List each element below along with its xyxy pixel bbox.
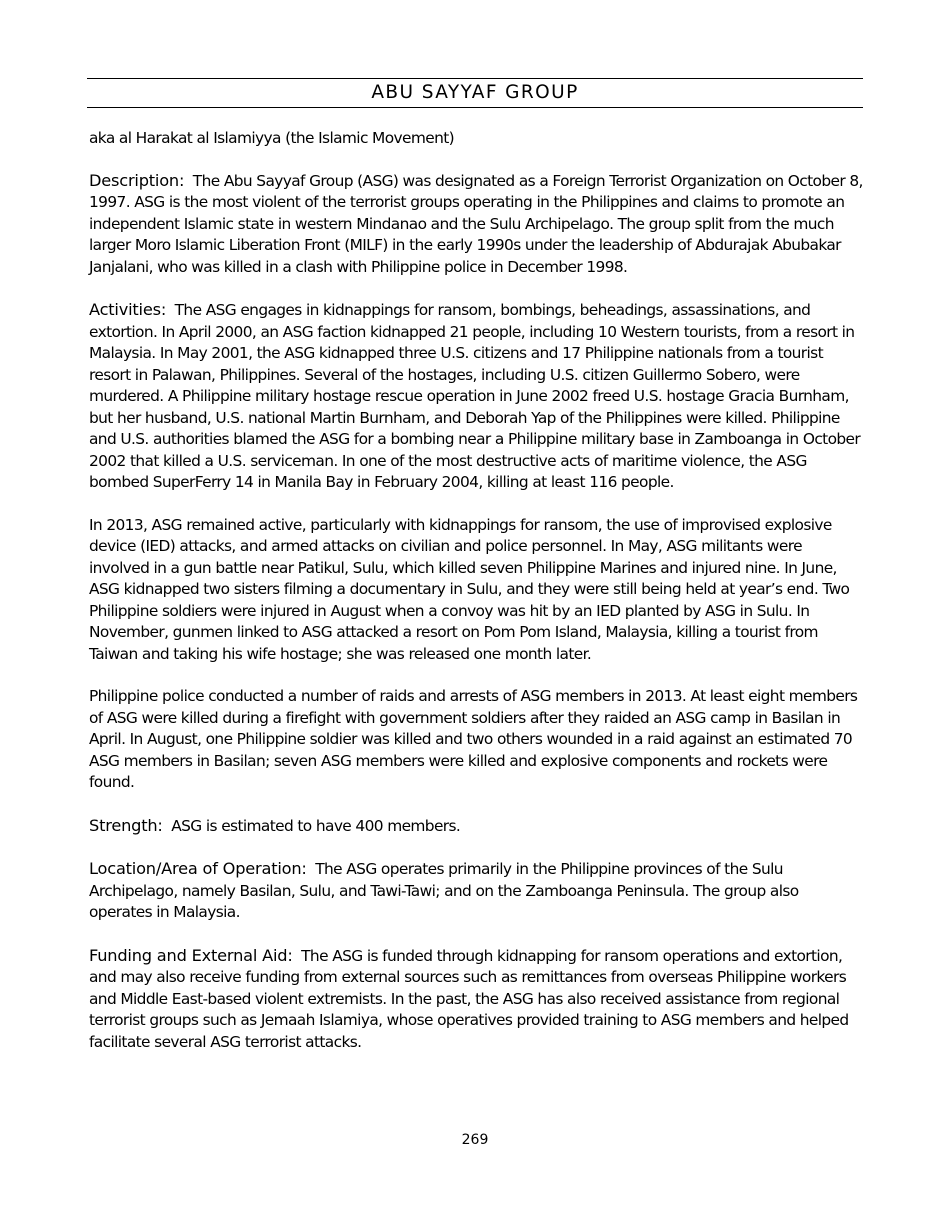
page-number: 269 (461, 1132, 489, 1148)
activities-label: Activities: (89, 300, 167, 319)
activities-paragraph (89, 299, 863, 494)
document-body (89, 128, 863, 1074)
activities-text: The ASG engages in kidnappings for ransom, bombings, beheadings, assassinations, and extortion. In April 2000, an ASG faction kidnapped 21 people, including 10 Western tourists, from a resort in Malaysia. In May 2001, the ASG kidnapped three U.S. citizens and 17 Philippine nationals from a tourist resort in Palawan, Philippines. Several of the hostages, including U.S. citizen Guillermo Sobero, were murdered. A Philippine military hostage rescue operation in June 2002 freed U.S. hostage Gracia Burnham, but her husband, U.S. national Martin Burnham, and Deborah Yap of the Philippines were killed. Philippine and U.S. authorities blamed the ASG for a bombing near a Philippine military base in Zamboanga in October 2002 that killed a U.S. serviceman. In one of the most destructive acts of maritime violence, the ASG bombed SuperFerry 14 in Manila Bay in February 2004, killing at least 116 people. (89, 301, 861, 491)
description-paragraph (89, 170, 863, 279)
funding-label: Funding and External Aid: (89, 945, 293, 965)
description-label: Description: (89, 170, 185, 190)
strength-label: Strength: (89, 815, 163, 835)
title-bar (87, 78, 863, 108)
funding-paragraph (89, 945, 863, 1054)
activities-raids-paragraph: Philippine police conducted a number of raids and arrests of ASG members in 2013. At least eight members of ASG were killed during a firefight with government soldiers after they raided an ASG camp in Basilan in April. In August, one Philippine soldier was killed and two others wounded in a raid against an estimated 70 ASG members in Basilan; seven ASG members were killed and explosive components and rockets were found. (89, 687, 858, 791)
location-label: Location/Area of Operation: (89, 859, 307, 878)
page-title: ABU SAYYAF GROUP (371, 82, 579, 103)
activities-2013-paragraph: In 2013, ASG remained active, particularly with kidnappings for ransom, the use of improvised explosive device (IED) attacks, and armed attacks on civilian and police personnel. In May, ASG militants were involved in a gun battle near Patikul, Sulu, which killed seven Philippine Marines and injured nine. In June, ASG kidnapped two sisters filming a documentary in Sulu, and they were still being held at year’s end. Two Philippine soldiers were injured in August when a convoy was hit by an IED planted by ASG in Sulu. In November, gunmen linked to ASG attacked a resort on Pom Pom Island, Malaysia, killing a tourist from Taiwan and taking his wife hostage; she was released one month later. (89, 515, 850, 663)
aka-line: aka al Harakat al Islamiyya (the Islamic Movement) (89, 129, 455, 147)
description-text: The Abu Sayyaf Group (ASG) was designated as a Foreign Terrorist Organization on October 8, 1997. ASG is the most violent of the terrorist groups operating in the Philippines and claims to promote an independent Islamic state in western Mindanao and the Sulu Archipelago. The group split from the much larger Moro Islamic Liberation Front (MILF) in the early 1990s under the leadership of Abdurajak Abubakar Janjalani, who was killed in a clash with Philippine police in December 1998. (89, 171, 863, 276)
strength-paragraph (89, 815, 863, 838)
funding-text: The ASG is funded through kidnapping for ransom operations and extortion, and may also receive funding from external sources such as remittances from overseas Philippine workers and Middle East-based violent extremists. In the past, the ASG has also received assistance from regional terrorist groups such as Jemaah Islamiya, whose operatives provided training to ASG members and helped facilitate several ASG terrorist attacks. (89, 946, 849, 1051)
location-paragraph (89, 858, 863, 924)
location-text: The ASG operates primarily in the Philippine provinces of the Sulu Archipelago, namely Basilan, Sulu, and Tawi-Tawi; and on the Zamboanga Peninsula. The group also operates in Malaysia. (89, 860, 799, 921)
strength-text: ASG is estimated to have 400 members. (171, 816, 461, 835)
